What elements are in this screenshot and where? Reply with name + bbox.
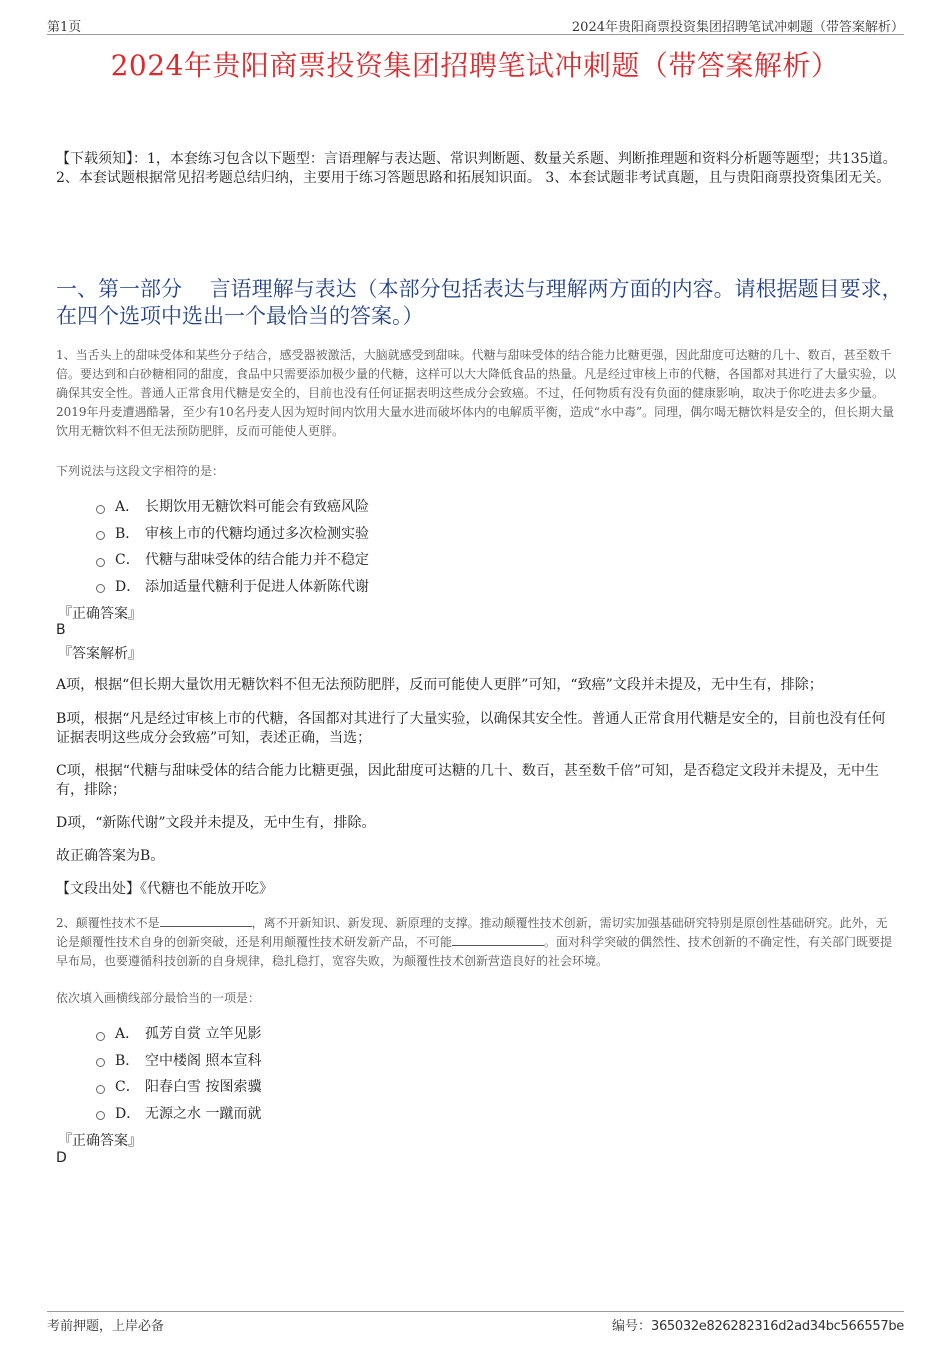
radio-icon[interactable] xyxy=(96,505,105,514)
question-1-option-d[interactable]: D． 添加适量代糖利于促进人体新陈代谢 xyxy=(96,573,369,600)
analysis-a: A项，根据“但长期大量饮用无糖饮料不但无法预防肥胖，反而可能使人更胖”可知，“致癌”文段并未提及，无中生有，排除； xyxy=(56,677,823,693)
question-1-prompt: 下列说法与这段文字相符的是： xyxy=(56,464,225,478)
footer-code: 编号：365032e826282316d2ad34bc566557be xyxy=(611,1319,904,1334)
question-1-option-c[interactable]: C． 代糖与甜味受体的结合能力并不稳定 xyxy=(96,546,369,573)
fill-blank-1[interactable] xyxy=(160,915,252,927)
section-title: 一、第一部分 言语理解与表达（本部分包括表达与理解两方面的内容。请根据题目要求，在四个选项中选出一个最恰当的答案。） xyxy=(56,277,903,328)
radio-icon[interactable] xyxy=(96,584,105,593)
radio-icon[interactable] xyxy=(96,1111,105,1120)
radio-icon[interactable] xyxy=(96,1085,105,1094)
analysis-conclusion: 故正确答案为B。 xyxy=(56,848,165,864)
question-1-option-b[interactable]: B． 审核上市的代糖均通过多次检测实验 xyxy=(96,520,369,547)
page-number: 第1页 xyxy=(47,20,82,35)
download-notice: 【下载须知】：1，本套练习包含以下题型：言语理解与表达题、常识判断题、数量关系题、判断推理题和资料分析题等题型；共135道。 2、本套试题根据常见招考题总结归纳，主要用于练习答题思路和拓展知识面。 3、本套试题非考试真题，且与贵阳商票投资集团无关。 xyxy=(56,151,897,186)
question-1-options xyxy=(96,493,369,599)
question-1-option-a[interactable]: A． 长期饮用无糖饮料可能会有致癌风险 xyxy=(96,493,369,520)
analysis-b: B项，根据“凡是经过审核上市的代糖，各国都对其进行了大量实验，以确保其安全性。普通人正常食用代糖是安全的，目前也没有任何证据表明这些成分会致癌”可知，表述正确，当选； xyxy=(56,711,886,746)
header-doc-title: 2024年贵阳商票投资集团招聘笔试冲刺题（带答案解析） xyxy=(571,20,904,35)
question-2-option-c[interactable]: C． 阳春白雪 按图索骥 xyxy=(96,1073,261,1100)
footer-slogan: 考前押题，上岸必备 xyxy=(47,1319,165,1334)
radio-icon[interactable] xyxy=(96,1058,105,1067)
analysis-c: C项，根据“代糖与甜味受体的结合能力比糖更强，因此甜度可达糖的几十、数百，甚至数千倍”可知，是否稳定文段并未提及，无中生有，排除； xyxy=(56,763,880,798)
analysis-d: D项，“新陈代谢”文段并未提及，无中生有，排除。 xyxy=(56,815,376,831)
question-2-option-a[interactable]: A． 孤芳自赏 立竿见影 xyxy=(96,1020,261,1047)
question-2-answer: D xyxy=(56,1150,67,1166)
question-1-answer-label: 『正确答案』 xyxy=(58,606,142,622)
question-1-answer: B xyxy=(56,622,66,638)
question-2-text: 2、颠覆性技术不是 ，离不开新知识、新发现、新原理的支撑。推动颠覆性技术创新，需切实加强基础研究特别是原创性基础研究。此外，无论是颠覆性技术自身的创新突破，还是利用颠覆性技术研发新产品，不可能 。面对科学突破的偶然性、技术创新的不确定性，有关部门既要提早布局，也要遵循科技创新的自身规律，稳扎稳打，宽容失败，为颠覆性技术创新营造良好的社会环境。 xyxy=(56,916,893,968)
analysis-source: 【文段出处】《代糖也不能放开吃》 xyxy=(56,881,273,897)
question-2-options xyxy=(96,1020,261,1126)
question-2-prompt: 依次填入画横线部分最恰当的一项是： xyxy=(56,991,261,1005)
question-1-analysis-label: 『答案解析』 xyxy=(58,646,142,662)
document-title: 2024年贵阳商票投资集团招聘笔试冲刺题（带答案解析） xyxy=(110,49,840,82)
question-2-option-b[interactable]: B． 空中楼阁 照本宣科 xyxy=(96,1047,261,1074)
page-footer xyxy=(47,1311,904,1334)
question-1-text: 1、当舌头上的甜味受体和某些分子结合，感受器被激活，大脑就感受到甜味。代糖与甜味受体的结合能力比糖更强，因此甜度可达糖的几十、数百，甚至数千倍。要达到和白砂糖相同的甜度，食品中只需要添加极少量的代糖，这样可以大大降低食品的热量。凡是经过审核上市的代糖，各国都对其进行了大量实验，以确保其安全性。普通人正常食用代糖是安全的，目前也没有任何证据表明这些成分会致癌。不过，任何物质有没有负面的健康影响，取决于你吃进去多少量。2019年丹麦遭遇酷暑，至少有10名丹麦人因为短时间内饮用大量水进而破坏体内的电解质平衡，造成“水中毒”。同理，偶尔喝无糖饮料是安全的，但长期大量饮用无糖饮料不但无法预防肥胖，反而可能使人更胖。 xyxy=(56,348,897,438)
radio-icon[interactable] xyxy=(96,1032,105,1041)
question-2-answer-label: 『正确答案』 xyxy=(58,1133,142,1149)
radio-icon[interactable] xyxy=(96,558,105,567)
fill-blank-2[interactable] xyxy=(452,934,544,946)
page-header xyxy=(47,14,904,35)
question-2-option-d[interactable]: D． 无源之水 一蹴而就 xyxy=(96,1100,261,1127)
radio-icon[interactable] xyxy=(96,531,105,540)
